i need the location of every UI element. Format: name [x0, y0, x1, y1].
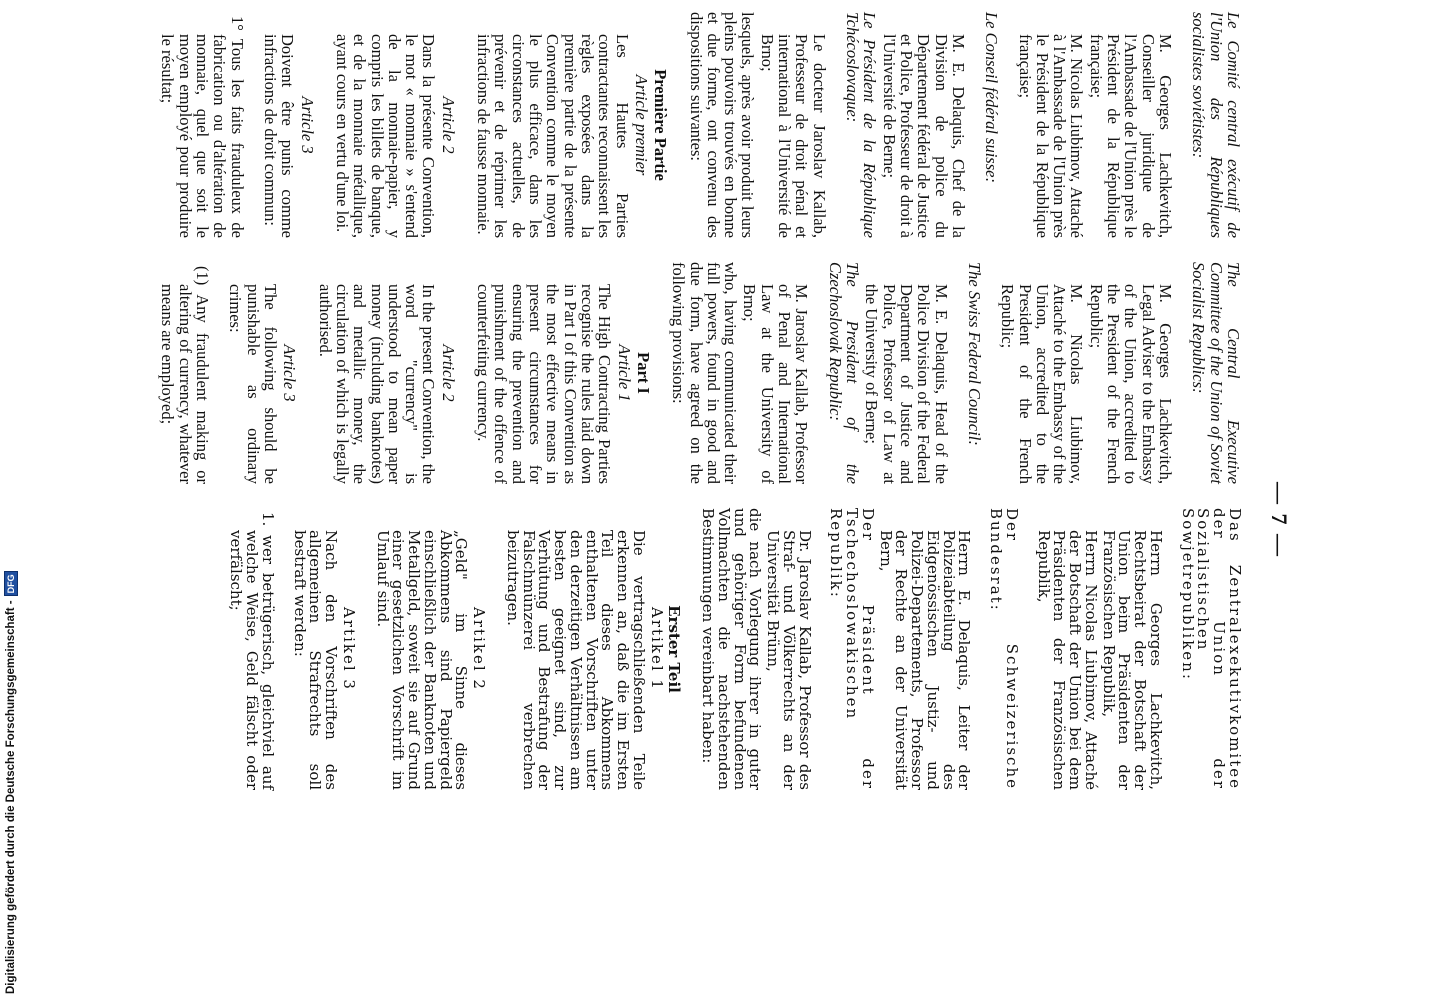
fr-swiss-party: Le Conseil fédéral suisse:	[982, 12, 1002, 183]
en-article-3-heading: Article 3	[280, 344, 300, 402]
de-article-2-text: „Geld" im Sinne dieses Abkommens sind Papiergeld einschließlich der Banknoten und Metallgeld, soweit sie auf Grund einer gesetzlichen Vorschrift im Umlauf sind.	[373, 530, 471, 790]
fr-liubimov: M. Nicolas Liubimov, Attaché à l'Ambassade de l'Union près le Président de la République française;	[1015, 34, 1087, 238]
fr-lachkevitch: M. Georges Lachkevitch, Conseiller juridique de l'Ambassade de l'Union près le Président de la République française;	[1086, 34, 1176, 238]
en-article-1-heading: Article 1	[614, 344, 634, 402]
en-article-3-item-1: (1) Any fraudulent making or altering of currency, whatever means are employed;	[158, 266, 213, 484]
en-czech-party: The President of the Czechoslovak Republic:	[825, 262, 863, 484]
de-swiss-party: Der Schweizerische Bundesrat:	[987, 508, 1021, 790]
de-article-3-heading: Artikel 3	[340, 607, 358, 691]
en-swiss-party: The Swiss Federal Council:	[964, 262, 984, 446]
fr-ussr-party: Le Comité central exécutif de l'Union des Républiques socialistes soviétistes:	[1189, 12, 1243, 238]
en-article-1-text: The High Contracting Parties recognise the rules laid down in Part I of this Convention as the most effective means in present circumstances for ensuring the prevention and punishment of the offence of counterfeiting currency.	[474, 284, 615, 484]
de-article-2-heading: Artikel 2	[470, 607, 489, 691]
de-article-3-text: Nach den Vorschriften des allgemeinen Strafrechts soll bestraft werden:	[290, 530, 341, 790]
de-article-3-item-1: 1. wer betrügerisch, gleichviel auf welche Weise, Geld fälscht oder verfälscht;	[227, 512, 277, 790]
de-article-1-text: Die vertragschließenden Teile erkennen an, daß die im Ersten Teil dieses Abkommens enthaltenen Vorschriften unter den derzeitigen Verhältnissen am besten geeignet sind, zur Verhütung und Bestrafung der Falschmünzerei verbrechen beizutragen.	[504, 530, 648, 790]
de-kallab: Dr. Jaroslav Kallab, Professor des Straf- und Völkerrechts an der Universität Brünn,	[764, 530, 814, 790]
de-full-powers: die nach Vorlegung ihrer in guter und gehöriger Form befundenen Vollmachten die nachstehenden Bestimmungen vereinbart haben:	[699, 508, 765, 790]
de-liubimov: Herrn Nicolas Liubimov, Attaché der Botschaft der Union bei dem Präsidenten der Französischen Republik,	[1034, 530, 1100, 790]
french-column	[157, 12, 1242, 238]
fr-delaquis: M. E. Delaquis, Chef de la Division de police du Département fédéral de Justice et Police, Professeur de droit à l'Université de Berne;	[879, 34, 968, 238]
en-liubimov: M. Nicolas Liubimov, Attaché to the Embassy of the Union, accredited to the President of the French Republic;	[998, 284, 1087, 484]
german-column	[226, 508, 1242, 790]
en-delaquis: M. E. Delaquis, Head of the Police Division of the Federal Department of Justice and Police, Professor of Law at the University of Berne;	[862, 284, 951, 484]
de-part-heading: Erster Teil	[665, 605, 684, 693]
en-ussr-party: The Central Executive Committee of the Union of Soviet Socialist Republics:	[1189, 262, 1243, 484]
english-column	[157, 262, 1242, 484]
page-number: — 7 —	[1267, 482, 1292, 558]
en-kallab: M. Jaroslav Kallab, Professor of Penal and International Law at the University of Brno;	[740, 284, 812, 484]
en-article-2-heading: Article 2	[438, 344, 458, 402]
de-czech-party: Der Präsident der Tschechoslowakischen Republik:	[827, 508, 877, 790]
fr-article-3-text: Doivent être punis comme infractions de droit commun:	[261, 34, 298, 238]
fr-kallab: Le docteur Jaroslav Kallab, Professeur de droit pénal et international à l'Université de Brno;	[757, 34, 829, 238]
fr-article-3-heading: Article 3	[297, 96, 317, 154]
en-lachkevitch: M. Georges Lachkevitch, Legal Adviser to the Embassy of the Union, accredited to the President of the French Republic;	[1086, 284, 1176, 484]
fr-article-2-text: Dans la présente Convention, le mot « monnaie » s'entend de la monnaie-papier, y compris les billets de banque, et de la monnaie métallique, ayant cours en vertu d'une loi.	[332, 34, 439, 238]
fr-article-1-text: Les Hautes Parties contractantes reconnaissent les règles exposées dans la première partie de la présente Convention comme le moyen le plus efficace, dans les circonstances actuelles, de prévenir et de réprimer les infractions de fausse monnaie.	[474, 34, 632, 238]
fr-article-2-heading: Article 2	[438, 96, 458, 154]
digitization-credit	[0, 574, 22, 1000]
en-article-3-text: The following should be punishable as ordinary crimes:	[226, 284, 280, 484]
de-article-1-heading: Artikel 1	[647, 607, 666, 691]
en-article-2-text: In the present Convention, the word "currency" is understood to mean paper money (including banknotes) and metallic money, the circulation of which is legally authorised.	[315, 284, 439, 484]
en-full-powers: who, having communicated their full powers, found in good and due form, have agreed on the following provisions:	[669, 262, 741, 484]
de-delaquis: Herrn E. Delaquis, Leiter der Polizeiabteilung des Eidgenössischen Justiz- und Polizei-Departements, Professor der Rechte an der Universität Bern,	[876, 530, 974, 790]
fr-full-powers: lesquels, après avoir produit leurs pleins pouvoirs trouvés en bonne et due forme, ont convenu des dispositions suivantes:	[686, 12, 758, 238]
en-part-heading: Part I	[633, 352, 653, 394]
de-ussr-party: Das Zentralexekutivkomitee der Union der Sozialistischen Sowjetrepubliken:	[1178, 508, 1244, 790]
fr-czech-party: Le Président de la République Tchécoslovaque:	[843, 12, 880, 238]
fr-part-heading: Première Partie	[651, 69, 671, 181]
de-lachkevitch: Herrn Georges Lachkevitch, Rechtsbeirat der Botschaft der Union beim Präsidenten der Französischen Republik,	[1099, 530, 1165, 790]
digitization-credit-text: Digitalisierung gefördert durch die Deutsche Forschungsgemeinschaft -	[5, 600, 17, 994]
fr-article-1-heading: Article premier	[631, 74, 651, 176]
dfg-logo: DFG	[4, 571, 18, 596]
fr-article-3-item-1: 1° Tous les faits frauduleux de fabrication ou d'altération de monnaie, quel que soit le moyen employé pour produire le résultat;	[158, 16, 247, 238]
